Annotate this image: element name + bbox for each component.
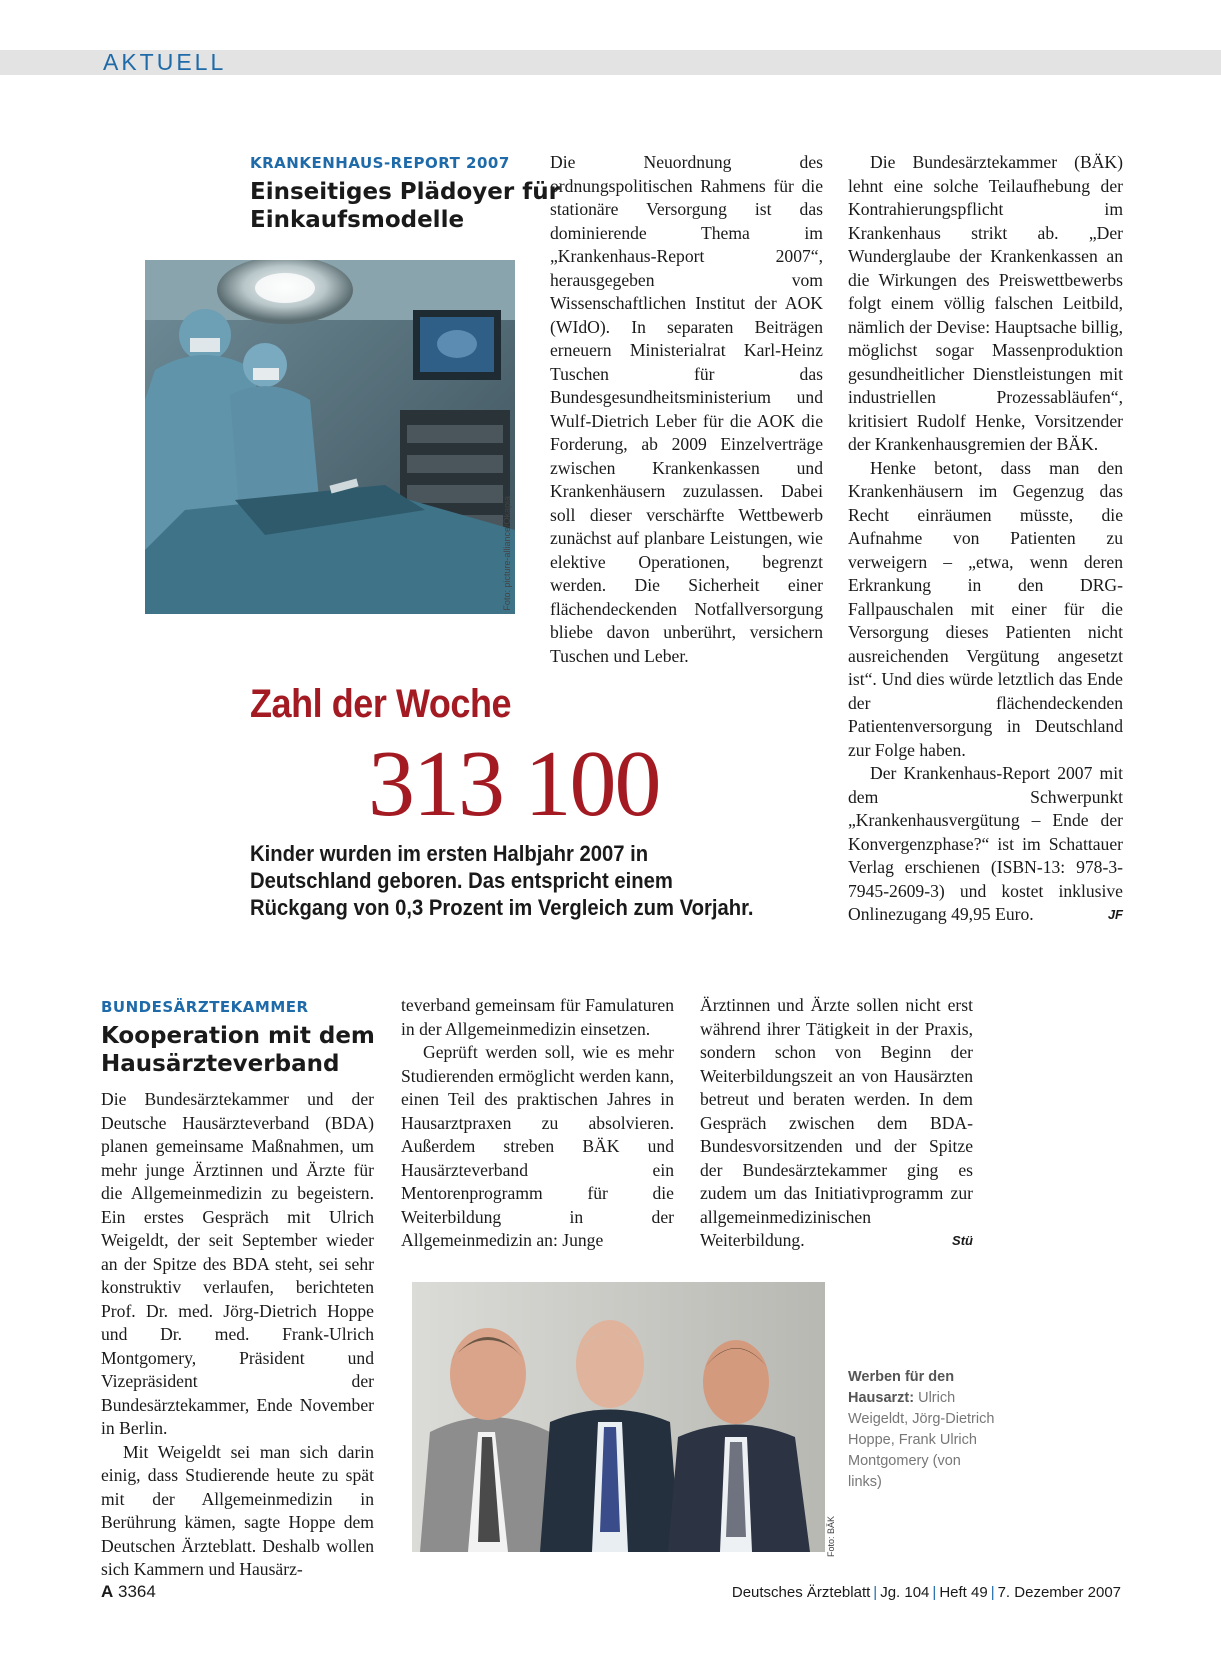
article2-col1-paragraph-2: Mit Weigeldt sei man sich darin einig, dass Studierende heute zu spät mit der Allgemeinmedizin in Berührung kämen, sagte Hoppe dem Deutschen Ärzteblatt. Deshalb wollen sich Kammern und Hausärz- — [101, 1441, 374, 1579]
article2-photo-credit: Foto: BÄK — [826, 1516, 836, 1558]
footer-separator: | — [990, 1584, 995, 1601]
zahl-der-woche-number: 313 100 — [368, 732, 660, 836]
surgery-photo — [145, 260, 515, 614]
article1-col2-paragraph-1: Die Bundesärztekammer (BÄK) lehnt eine solche Teilaufhebung der Kontrahierungspflicht im Krankenhaus strikt ab. „Der Wunderglaube der Krankenkassen an die Wirkungen des Preiswettbewerbs folgt einem völlig falschen Leitbild, nämlich der Devise: Hauptsache billig, möglichst sogar Massenproduktion gesundheitlicher Dienstleistungen mit industriellen Prozessabläufen“, kritisiert Rudolf Henke, Vorsitzender der Krankenhausgremien der BÄK. — [848, 152, 1123, 454]
article2-kicker: BUNDESÄRZTEKAMMER — [101, 998, 309, 1016]
zahl-der-woche-text: Kinder wurden im ersten Halbjahr 2007 in Deutschland geboren. Das entspricht einem Rückgang von 0,3 Prozent im Vergleich zum Vorjahr. — [250, 841, 754, 920]
article1-col1-text: Die Neuordnung des ordnungspolitischen Rahmens für die stationäre Versorgung ist das dominierende Thema im „Krankenhaus-Report 2007“, herausgegeben vom Wissenschaftlichen Institut der AOK (WIdO). In separaten Beiträgen erneuern Ministerialrat Karl-Heinz Tuschen für das Bundesgesundheitsministerium und Wulf-Dietrich Leber für die AOK die Forderung, ab 2009 Einzelverträge zwischen Krankenkassen und Krankenhäusern zuzulassen. Dabei soll dieser verschärfte Wettbewerb zunächst auf planbare Leistungen, wie elektive Operationen, begrenzt werden. Die Sicherheit einer flächendeckenden Notfallversorgung bliebe davon unberührt, versichern Tuschen und Leber. — [550, 152, 823, 666]
article2-col2-paragraph-1: teverband gemeinsam für Famulaturen in der Allgemeinmedizin einsetzen. — [401, 995, 674, 1039]
journal-volume: Jg. 104 — [880, 1584, 930, 1601]
article2-col1-paragraph-1: Die Bundesärztekammer und der Deutsche Hausärzteverband (BDA) planen gemeinsame Maßnahmen, um mehr junge Ärztinnen und Ärzte für die Allgemeinmedizin zu begeistern. Ein erstes Gespräch mit Ulrich Weigeldt, der seit September wieder an der Spitze des BDA steht, sei sehr konstruktiv verlaufen, berichteten Prof. Dr. med. Jörg-Dietrich Hoppe und Dr. med. Frank-Ulrich Montgomery, Präsident und Vizepräsident der Bundesärztekammer, Ende November in Berlin. — [101, 1089, 374, 1438]
photo-caption-bold: Werben für den Hausarzt: — [848, 1369, 955, 1406]
article2-signature: Stü — [952, 1233, 973, 1248]
article1-kicker: KRANKENHAUS-REPORT 2007 — [250, 154, 510, 172]
journal-footer — [732, 1584, 1121, 1601]
article2-col2-paragraph-2: Geprüft werden soll, wie es mehr Studierenden ermöglicht werden kann, einen Teil des praktischen Jahres in Hausarztpraxen zu absolvieren. Außerdem streben BÄK und Hausärzteverband ein Mentorenprogramm für die Weiterbildung in der Allgemeinmedizin an: Junge — [401, 1042, 674, 1250]
article1-headline-line2: Einkaufsmodelle — [250, 207, 465, 233]
article2-column-2 — [401, 994, 674, 1253]
article1-column-2 — [848, 151, 1123, 927]
article1-col2-paragraph-2: Henke betont, dass man den Krankenhäusern im Gegenzug das Recht einräumen müsste, die Aufnahme von Patienten zu verweigern – „etwa, wenn deren Erkrankung in den DRG-Fallpauschalen mit einer für die Versorgung dieses Patienten nicht ausreichenden Vergütung angesetzt ist“. Und dies würde letztlich das Ende der flächendeckenden Patientenversorgung in Deutschland zur Folge haben. — [848, 457, 1123, 760]
article2-col3-paragraph — [700, 994, 973, 1253]
journal-date: 7. Dezember 2007 — [997, 1584, 1121, 1601]
section-title: AKTUELL — [103, 49, 227, 75]
article1-photo-credit: Foto: picture-alliance/Okapia — [502, 496, 512, 611]
photo-caption — [848, 1367, 998, 1493]
article2-headline — [101, 1022, 375, 1078]
page-prefix: A — [101, 1582, 114, 1601]
article1-headline — [250, 178, 560, 234]
zahl-der-woche-title: Zahl der Woche — [250, 682, 512, 726]
footer-separator: | — [873, 1584, 878, 1601]
article1-headline-line1: Einseitiges Plädoyer für — [250, 179, 560, 205]
page-number-value: 3364 — [113, 1582, 156, 1601]
photo-caption-text: Ulrich Weigeldt, Jörg-Dietrich Hoppe, Frank Ulrich Montgomery (von links) — [848, 1390, 995, 1490]
article2-col3-text: Ärztinnen und Ärzte sollen nicht erst während ihrer Tätigkeit in der Praxis, sondern schon von Beginn der Weiterbildungszeit an von Hausärzten betreut und beraten werden. In dem Gespräch zwischen dem BDA-Bundesvorsitzenden und der Spitze der Bundesärztekammer ging es zudem um das Initiativprogramm zur allgemeinmedizinischen Weiterbildung. — [700, 995, 973, 1250]
footer-separator: | — [932, 1584, 937, 1601]
journal-issue: Heft 49 — [939, 1584, 988, 1601]
article2-headline-line1: Kooperation mit dem — [101, 1023, 375, 1049]
journal-name: Deutsches Ärzteblatt — [731, 1584, 871, 1601]
article2-headline-line2: Hausärzteverband — [101, 1051, 340, 1077]
article1-signature: JF — [1107, 907, 1123, 922]
article2-column-3 — [700, 994, 973, 1253]
article1-col2-paragraph-3 — [848, 762, 1123, 927]
article1-column-1 — [550, 151, 823, 668]
group-photo — [400, 1282, 825, 1552]
page-number — [101, 1582, 156, 1602]
article1-col2-paragraph-3-text: Der Krankenhaus-Report 2007 mit dem Schwerpunkt „Krankenhausvergütung – Ende der Konvergenzphase?“ ist im Schattauer Verlag erschienen (ISBN-13: 978-3-7945-2609-3) und kostet inklusive Onlinezugang 49,95 Euro. — [848, 763, 1123, 924]
article2-column-1 — [101, 1088, 374, 1582]
